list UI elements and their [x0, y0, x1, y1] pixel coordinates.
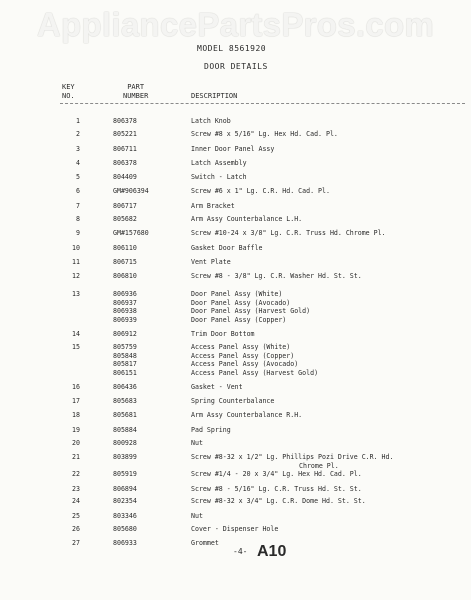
description-cell — [191, 453, 466, 470]
part-number-cell — [113, 343, 175, 377]
part-number: 806436 — [113, 383, 137, 391]
description: Screw #8 - 3/8" Lg. C.R. Washer Hd. St. St. — [191, 272, 362, 280]
key-number: 18 — [72, 411, 80, 419]
description: Screw #8 x 5/16" Lg. Hex Hd. Cad. Pl. — [191, 130, 338, 138]
part-number: 806711 — [113, 145, 137, 153]
description: Nut — [191, 439, 203, 447]
part-number: 803346 — [113, 512, 137, 520]
part-number-cell — [113, 525, 175, 534]
description-cell — [191, 229, 466, 238]
description: Latch Assembly — [191, 159, 247, 167]
description: Access Panel Assy (Avocado) — [191, 360, 299, 368]
part-number: GM#906394 — [113, 187, 149, 195]
part-number-cell — [113, 290, 175, 324]
part-number: 805884 — [113, 426, 137, 434]
key-number: 12 — [72, 272, 80, 280]
description-cell — [191, 383, 466, 392]
key-number: 10 — [72, 244, 80, 252]
description-cell — [191, 117, 466, 126]
description: Screw #10-24 x 3/8" Lg. C.R. Truss Hd. Chrome Pl. — [191, 229, 386, 237]
key-number: 23 — [72, 485, 80, 493]
description: Screw #8-32 x 1/2" Lg. Phillips Pozi Drive C.R. Hd. — [191, 453, 394, 461]
part-number-cell — [113, 159, 175, 168]
part-number-cell — [113, 453, 175, 462]
part-number-cell — [113, 229, 175, 238]
key-number: 4 — [76, 159, 80, 167]
description-cell — [191, 215, 466, 224]
part-header-line1: PART — [127, 83, 145, 91]
part-number-cell — [113, 485, 175, 494]
description-cell — [191, 130, 466, 139]
key-number: 8 — [76, 215, 80, 223]
description: Door Panel Assy (Harvest Gold) — [191, 307, 311, 315]
part-number-cell — [113, 244, 175, 253]
key-number: 9 — [76, 229, 80, 237]
part-number-cell — [113, 397, 175, 406]
description: Screw #1/4 - 20 x 3/4" Lg. Hex Hd. Cad. Pl. — [191, 470, 362, 478]
part-number: 806912 — [113, 330, 137, 338]
key-number: 14 — [72, 330, 80, 338]
part-number-cell — [113, 470, 175, 479]
description-header: DESCRIPTION — [191, 92, 238, 100]
key-no-header — [62, 83, 75, 101]
key-number: 15 — [72, 343, 80, 351]
part-number-cell — [113, 512, 175, 521]
description: Screw #8 - 5/16" Lg. C.R. Truss Hd. St. St. — [191, 485, 362, 493]
key-header-line1: KEY — [62, 83, 75, 91]
part-number: 806937 — [113, 298, 137, 307]
description-cell — [191, 525, 466, 534]
key-number: 7 — [76, 202, 80, 210]
description: Pad Spring — [191, 426, 231, 434]
part-number-cell — [113, 187, 175, 196]
section-title: DOOR DETAILS — [204, 62, 268, 71]
description: Switch - Latch — [191, 173, 247, 181]
part-number: 805680 — [113, 525, 137, 533]
part-number: 805681 — [113, 411, 137, 419]
description-cell — [191, 411, 466, 420]
part-number: 806810 — [113, 272, 137, 280]
part-number: 806717 — [113, 202, 137, 210]
description-cell — [191, 272, 466, 281]
page-number: -4- — [233, 547, 248, 556]
description: Chrome Pl. — [299, 461, 339, 470]
part-number: 805682 — [113, 215, 137, 223]
part-number: 806378 — [113, 159, 137, 167]
header-divider — [60, 103, 465, 104]
part-number: 806110 — [113, 244, 137, 252]
description: Arm Assy Counterbalance R.H. — [191, 411, 303, 419]
description: Screw #8-32 x 3/4" Lg. C.R. Dome Hd. St. St. — [191, 497, 366, 505]
part-number-cell — [113, 330, 175, 339]
key-number: 25 — [72, 512, 80, 520]
description-cell — [191, 512, 466, 521]
part-number: 803899 — [113, 453, 137, 461]
part-number-cell — [113, 272, 175, 281]
part-number-cell — [113, 426, 175, 435]
description: Trim Door Bottom — [191, 330, 255, 338]
description: Gasket Door Baffle — [191, 244, 263, 252]
part-number: 804409 — [113, 173, 137, 181]
description-cell — [191, 426, 466, 435]
part-number-cell — [113, 497, 175, 506]
part-number-cell — [113, 439, 175, 448]
description: Door Panel Assy (Avocado) — [191, 298, 291, 307]
key-number: 17 — [72, 397, 80, 405]
part-number: 806378 — [113, 117, 137, 125]
key-header-line2: NO. — [62, 92, 75, 100]
description-cell — [191, 343, 466, 377]
description: Nut — [191, 512, 203, 520]
part-number: 805817 — [113, 360, 137, 368]
description-cell — [191, 439, 466, 448]
key-number: 2 — [76, 130, 80, 138]
description: Door Panel Assy (Copper) — [191, 315, 287, 324]
part-number-cell — [113, 202, 175, 211]
description: Screw #6 x 1" Lg. C.R. Hd. Cad. Pl. — [191, 187, 330, 195]
part-number: 806936 — [113, 290, 137, 298]
description-cell — [191, 397, 466, 406]
description-cell — [191, 187, 466, 196]
description-cell — [191, 497, 466, 506]
part-number-cell — [113, 117, 175, 126]
description: Cover - Dispenser Hole — [191, 525, 279, 533]
description: Arm Bracket — [191, 202, 235, 210]
part-number: 805759 — [113, 343, 137, 351]
part-number-cell — [113, 173, 175, 182]
part-number-cell — [113, 145, 175, 154]
description-cell — [191, 159, 466, 168]
key-number: 27 — [72, 539, 80, 547]
part-number-header — [123, 83, 148, 101]
page-code: A10 — [257, 543, 287, 560]
part-number: 806939 — [113, 315, 137, 324]
part-number-cell — [113, 130, 175, 139]
watermark: AppliancePartsPros.com — [36, 6, 435, 43]
key-number: 26 — [72, 525, 80, 533]
key-number: 24 — [72, 497, 80, 505]
key-number: 6 — [76, 187, 80, 195]
part-number: 806933 — [113, 539, 137, 547]
part-number: GM#157680 — [113, 229, 149, 237]
key-number: 5 — [76, 173, 80, 181]
part-number: 806938 — [113, 307, 137, 315]
part-number: 806894 — [113, 485, 137, 493]
part-number-cell — [113, 258, 175, 267]
description: Arm Assy Counterbalance L.H. — [191, 215, 303, 223]
part-number: 806151 — [113, 368, 137, 377]
part-number: 805848 — [113, 351, 137, 360]
description-cell — [191, 173, 466, 182]
description-cell — [191, 485, 466, 494]
description: Vent Plate — [191, 258, 231, 266]
description: Inner Door Panel Assy — [191, 145, 275, 153]
description-cell — [191, 202, 466, 211]
description-cell — [191, 290, 466, 324]
description: Gasket - Vent — [191, 383, 243, 391]
part-number-cell — [113, 215, 175, 224]
model-number: MODEL 8561920 — [197, 44, 267, 53]
description: Grommet — [191, 539, 219, 547]
key-number: 13 — [72, 290, 80, 298]
part-number: 800928 — [113, 439, 137, 447]
description-cell — [191, 470, 466, 479]
key-number: 21 — [72, 453, 80, 461]
part-number-cell — [113, 411, 175, 420]
part-number-cell — [113, 383, 175, 392]
description: Access Panel Assy (Harvest Gold) — [191, 368, 319, 377]
description: Spring Counterbalance — [191, 397, 275, 405]
description-cell — [191, 145, 466, 154]
description: Latch Knob — [191, 117, 231, 125]
description: Door Panel Assy (White) — [191, 290, 283, 298]
description-cell — [191, 244, 466, 253]
key-number: 11 — [72, 258, 80, 266]
key-number: 3 — [76, 145, 80, 153]
key-number: 16 — [72, 383, 80, 391]
part-number-cell — [113, 539, 175, 548]
part-number: 806715 — [113, 258, 137, 266]
key-number: 22 — [72, 470, 80, 478]
part-number: 805919 — [113, 470, 137, 478]
part-number: 805221 — [113, 130, 137, 138]
description: Access Panel Assy (Copper) — [191, 351, 295, 360]
part-number: 802354 — [113, 497, 137, 505]
part-header-line2: NUMBER — [123, 92, 149, 100]
description-cell — [191, 330, 466, 339]
part-number: 805683 — [113, 397, 137, 405]
description: Access Panel Assy (White) — [191, 343, 291, 351]
key-number: 19 — [72, 426, 80, 434]
key-number: 20 — [72, 439, 80, 447]
key-number: 1 — [76, 117, 80, 125]
description-cell — [191, 258, 466, 267]
